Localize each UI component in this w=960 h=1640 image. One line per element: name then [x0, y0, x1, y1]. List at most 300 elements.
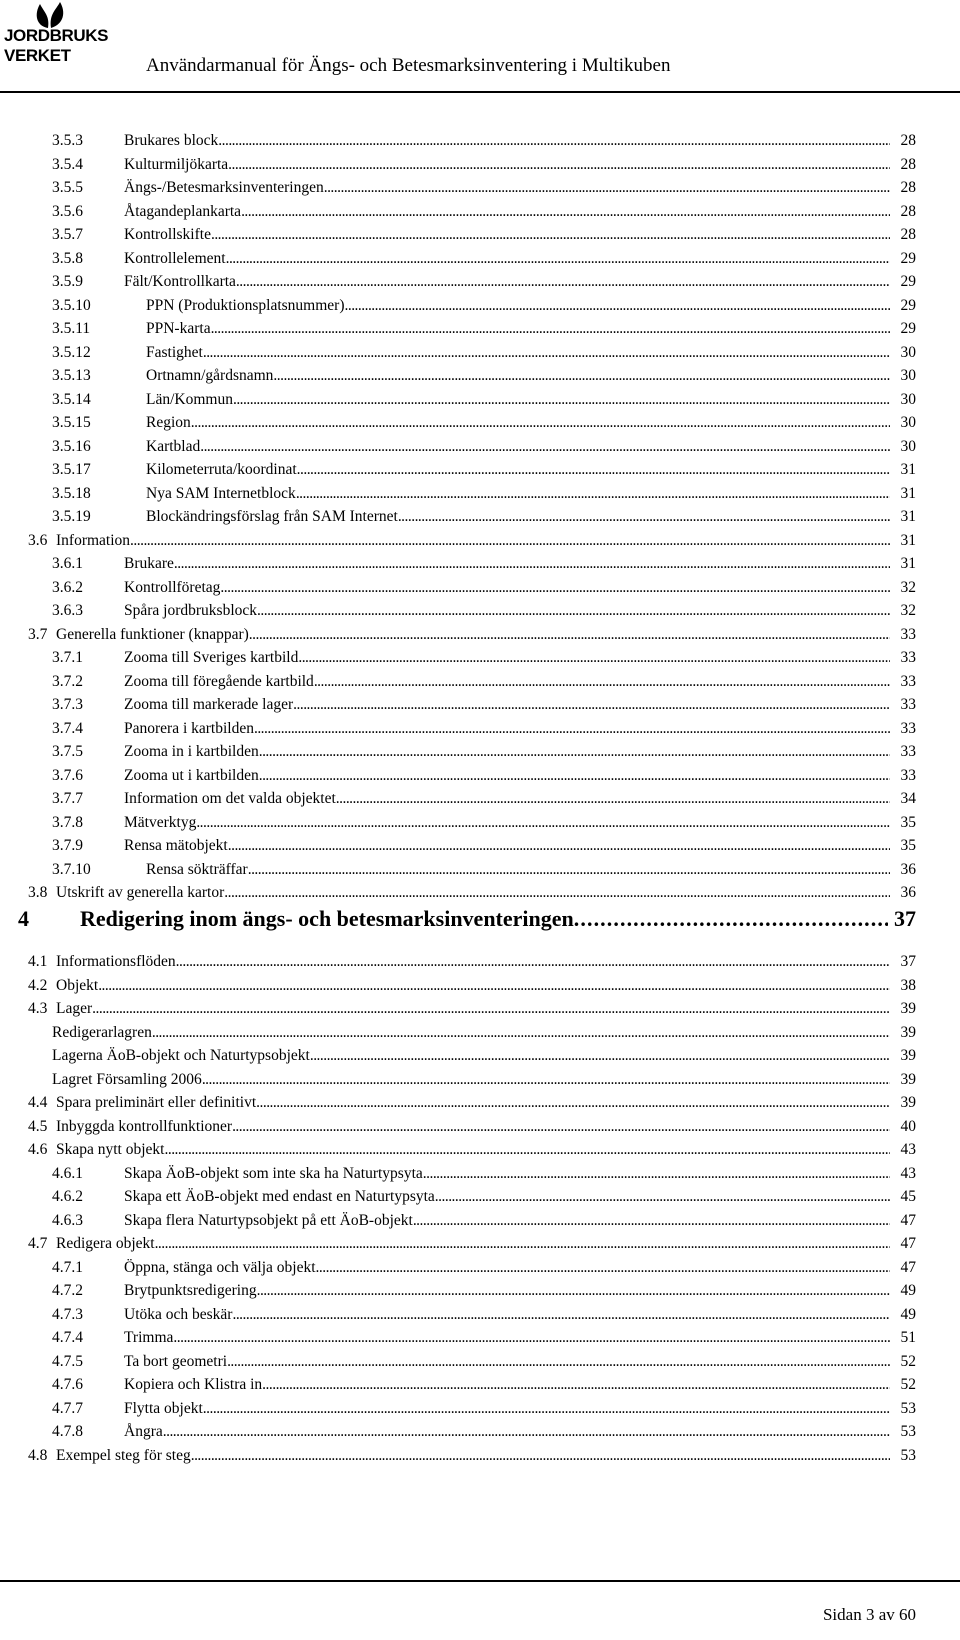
toc-entry-title-wrap: [146, 436, 890, 458]
toc-entry[interactable]: [0, 1116, 960, 1138]
toc-entry-title: Kilometerruta/koordinat: [146, 461, 297, 478]
toc-entry-page: 30: [900, 414, 916, 431]
toc-chapter-entry[interactable]: [0, 902, 960, 936]
leaf-icon: [34, 2, 66, 28]
toc-leader-dots: [293, 694, 890, 716]
toc-leader-dots: [233, 389, 890, 411]
toc-entry-page: 31: [900, 531, 916, 549]
toc-entry[interactable]: [0, 530, 960, 552]
toc-entry-title: Ångra: [124, 1423, 163, 1440]
toc-leader-dots: [98, 975, 890, 997]
toc-entry[interactable]: [0, 553, 960, 575]
toc-entry-page: 31: [900, 461, 916, 478]
toc-entry[interactable]: [0, 177, 960, 199]
toc-entry-title-wrap: [56, 951, 890, 973]
toc-entry-number: 3.5.12: [52, 343, 91, 361]
toc-entry-page: 35: [900, 837, 916, 854]
toc-entry-number: 3.5.18: [52, 484, 91, 502]
toc-entry-title-wrap: [56, 1445, 890, 1467]
toc-entry-number: 4.7.7: [52, 1399, 83, 1417]
toc-entry-title: Kontrollelement: [124, 249, 226, 267]
toc-entry-page: 29: [900, 320, 916, 337]
toc-entry[interactable]: [0, 718, 960, 740]
toc-leader-dots: [298, 647, 890, 669]
toc-entry-page: 53: [900, 1446, 916, 1464]
toc-entry[interactable]: [0, 342, 960, 364]
toc-entry[interactable]: [0, 248, 960, 270]
toc-entry-title: Lager: [56, 1000, 93, 1017]
toc-entry[interactable]: [0, 295, 960, 317]
toc-entry-page: 28: [900, 179, 916, 196]
toc-entry-title: Fält/Kontrollkarta: [124, 273, 236, 290]
toc-entry-number: 4.7: [28, 1235, 48, 1252]
toc-entry-title-wrap: [56, 1139, 890, 1161]
toc-entry-number: 3.7.5: [52, 743, 83, 760]
toc-entry-title: Mätverktyg: [124, 813, 197, 831]
toc-entry-title: Brukares block: [124, 132, 219, 149]
toc-entry[interactable]: [0, 1280, 960, 1302]
toc-leader-dots: [226, 248, 890, 270]
toc-entry-number: 3.5.8: [52, 249, 83, 267]
toc-entry[interactable]: [0, 1398, 960, 1420]
toc-leader-dots: [254, 718, 890, 740]
toc-entry-title: Kartblad: [146, 437, 201, 455]
toc-leader-dots: [232, 1116, 890, 1138]
toc-entry[interactable]: [0, 130, 960, 152]
toc-entry[interactable]: [0, 1045, 960, 1067]
toc-entry-title: Spåra jordbruksblock: [124, 602, 258, 619]
toc-entry-title-wrap: [124, 130, 890, 152]
toc-entry-number: 3.5.11: [52, 320, 91, 337]
toc-entry[interactable]: [0, 1233, 960, 1255]
toc-entry-title-wrap: [124, 788, 890, 810]
toc-entry-page: 47: [900, 1235, 916, 1252]
toc-entry[interactable]: [0, 624, 960, 646]
toc-entry-number: 4.6.2: [52, 1188, 83, 1205]
toc-entry[interactable]: [0, 365, 960, 387]
toc-entry-title: Zooma till markerade lager: [124, 696, 294, 713]
toc-entry[interactable]: [0, 154, 960, 176]
toc-entry[interactable]: [0, 600, 960, 622]
toc-entry-page: 39: [900, 1070, 916, 1088]
toc-entry-page: 31: [900, 508, 916, 525]
toc-entry[interactable]: [0, 975, 960, 997]
toc-entry-title-wrap: [146, 859, 890, 881]
toc-entry-title: Trimma: [124, 1329, 174, 1346]
toc-leader-dots: [203, 1398, 890, 1420]
toc-leader-dots: [413, 1210, 890, 1232]
toc-entry-number: 3.5.3: [52, 132, 83, 149]
toc-entry-number: 3.7.10: [52, 860, 91, 878]
page-header: [0, 0, 960, 94]
toc-entry-title-wrap: [124, 600, 890, 622]
toc-entry-title-wrap: [146, 318, 890, 340]
toc-leader-dots: [173, 1327, 890, 1349]
toc-entry-page: 36: [900, 884, 916, 901]
toc-entry-title-wrap: [146, 295, 890, 317]
toc-entry-page: 40: [900, 1117, 916, 1135]
toc-entry-title: PPN-karta: [146, 320, 211, 337]
toc-leader-dots: [165, 1139, 891, 1161]
toc-entry-number: 4.7.2: [52, 1282, 83, 1299]
toc-entry-page: 34: [900, 790, 916, 807]
toc-entry-title-wrap: [124, 1186, 890, 1208]
toc-leader-dots: [200, 436, 890, 458]
toc-leader-dots: [220, 577, 890, 599]
toc-entry-page: 36: [900, 860, 916, 878]
toc-entry-number: 3.7.2: [52, 672, 83, 690]
toc-entry-page: 51: [900, 1329, 916, 1346]
toc-entry-page: 30: [900, 390, 916, 408]
toc-entry-title-wrap: [124, 1398, 890, 1420]
toc-entry[interactable]: [0, 951, 960, 973]
toc-entry-title-wrap: [124, 1210, 890, 1232]
toc-entry-title-wrap: [124, 224, 890, 246]
toc-leader-dots: [228, 154, 890, 176]
toc-entry-page: 28: [900, 226, 916, 243]
toc-entry[interactable]: [0, 483, 960, 505]
toc-entry-number: 3.6.3: [52, 602, 83, 619]
toc-leader-dots: [191, 412, 890, 434]
toc-entry-title: Öppna, stänga och välja objekt: [124, 1258, 316, 1276]
toc-entry[interactable]: [0, 271, 960, 293]
toc-entry-page: 52: [900, 1376, 916, 1393]
toc-entry-title: Brytpunktsredigering: [124, 1282, 257, 1299]
footer-divider: [0, 1580, 960, 1582]
toc-entry-page: 39: [900, 1047, 916, 1064]
toc-entry[interactable]: [0, 1327, 960, 1349]
toc-entry-number: 4.1: [28, 953, 48, 970]
toc-leader-dots: [232, 1304, 890, 1326]
toc-entry[interactable]: [0, 1139, 960, 1161]
toc-entry-number: 4.6: [28, 1141, 48, 1158]
toc-entry-page: 49: [900, 1305, 916, 1323]
toc-entry-title-wrap: [124, 741, 890, 763]
toc-leader-dots: [155, 1233, 890, 1255]
toc-leader-dots: [196, 812, 890, 834]
toc-entry-number: 3.7.8: [52, 813, 83, 831]
toc-entry-title-wrap: [146, 459, 890, 481]
toc-entry-number: 4.7.3: [52, 1305, 83, 1323]
toc-entry-page: 32: [900, 578, 916, 596]
toc-entry-number: 4.7.1: [52, 1258, 83, 1276]
toc-entry-title-wrap: [146, 389, 890, 411]
toc-entry-page: 33: [900, 743, 916, 760]
logo-text-line1: JORDBRUKS: [4, 26, 109, 45]
toc-entry-title: Län/Kommun: [146, 390, 233, 408]
toc-entry-title: Generella funktioner (knappar): [56, 625, 249, 643]
toc-entry-title-wrap: [124, 248, 890, 270]
toc-entry-title: Kopiera och Klistra in: [124, 1376, 263, 1393]
document-title: Användarmanual för Ängs- och Betesmarksinventering i Multikuben: [146, 55, 671, 76]
toc-entry-number: 3.5.16: [52, 437, 91, 455]
toc-entry-title: Rensa mätobjekt: [124, 837, 228, 854]
toc-entry-title-wrap: [56, 975, 890, 997]
toc-entry-page: 28: [900, 132, 916, 149]
toc-leader-dots: [345, 295, 891, 317]
toc-leader-dots: [314, 671, 890, 693]
toc-entry-page: 47: [900, 1258, 916, 1276]
toc-entry-title: Exempel steg för steg: [56, 1446, 191, 1464]
toc-entry-title: Skapa flera Naturtypsobjekt på ett ÄoB-objekt: [124, 1211, 413, 1229]
toc-entry-page: 33: [900, 766, 916, 784]
toc-leader-dots: [259, 741, 890, 763]
toc-leader-dots: [297, 459, 890, 481]
toc-entry[interactable]: [0, 459, 960, 481]
toc-entry-number: 4.7.6: [52, 1376, 83, 1393]
toc-entry[interactable]: [0, 389, 960, 411]
toc-entry-number: 3.7.7: [52, 790, 83, 807]
toc-entry-title: Spara preliminärt eller definitivt: [56, 1094, 257, 1111]
toc-entry-title: Kulturmiljökarta: [124, 155, 229, 173]
toc-entry-title-wrap: [124, 177, 890, 199]
toc-entry[interactable]: [0, 647, 960, 669]
toc-entry[interactable]: [0, 412, 960, 434]
toc-leader-dots: [130, 530, 890, 552]
toc-entry-title-wrap: [124, 1304, 890, 1326]
toc-leader-dots: [248, 859, 890, 881]
toc-entry-page: 33: [900, 672, 916, 690]
toc-entry-title-wrap: [56, 624, 890, 646]
toc-leader-dots: [249, 624, 890, 646]
toc-entry[interactable]: [0, 1210, 960, 1232]
toc-entry-title: Åtagandeplankarta: [124, 202, 242, 220]
toc-entry-page: 32: [900, 602, 916, 619]
toc-entry-title: Ortnamn/gårdsnamn: [146, 367, 274, 384]
toc-leader-dots: [296, 483, 890, 505]
toc-leader-dots: [92, 998, 890, 1020]
toc-entry[interactable]: [0, 812, 960, 834]
toc-entry[interactable]: [0, 1022, 960, 1044]
toc-leader-dots: [203, 342, 890, 364]
toc-leader-dots: [257, 1280, 890, 1302]
toc-entry-number: 3.5.7: [52, 226, 83, 243]
toc-entry-page: 30: [900, 437, 916, 455]
toc-entry-number: 3.6: [28, 531, 48, 549]
toc-entry-page: 39: [900, 1094, 916, 1111]
toc-entry-page: 31: [900, 484, 916, 502]
toc-entry-title-wrap: [124, 1280, 890, 1302]
toc-entry-page: 43: [900, 1141, 916, 1158]
toc-leader-dots: [256, 1092, 890, 1114]
toc-entry-title-wrap: [146, 483, 890, 505]
toc-entry-number: 3.7.6: [52, 766, 83, 784]
toc-entry-number: 3.5.4: [52, 155, 83, 173]
toc-entry-title-wrap: [124, 835, 890, 857]
page-number: Sidan 3 av 60: [822, 1605, 916, 1624]
toc-entry-page: 53: [900, 1423, 916, 1440]
toc-entry-title: Panorera i kartbilden: [124, 719, 254, 737]
toc-entry-number: 4.2: [28, 976, 48, 994]
toc-entry-page: 33: [900, 625, 916, 643]
toc-leader-dots: [273, 365, 890, 387]
toc-chapter-title: Redigering inom ängs- och betesmarksinventeringen: [80, 906, 574, 931]
toc-entry-title-wrap: [124, 271, 890, 293]
toc-entry-page: 33: [900, 696, 916, 713]
toc-entry[interactable]: [0, 1445, 960, 1467]
toc-entry-title-wrap: [124, 1421, 890, 1443]
toc-entry-title: Kontrollskifte: [124, 226, 211, 243]
toc-entry-title-wrap: [146, 506, 890, 528]
toc-entry-number: 3.7.3: [52, 696, 83, 713]
toc-entry[interactable]: [0, 1186, 960, 1208]
toc-entry-title: Lagerna ÄoB-objekt och Naturtypsobjekt: [52, 1047, 310, 1064]
toc-entry-number: 3.5.5: [52, 179, 83, 196]
jordbruksverket-logo: [4, 2, 109, 72]
toc-entry-title-wrap: [52, 1022, 890, 1044]
toc-entry-number: 4.6.1: [52, 1164, 83, 1182]
toc-entry-title-wrap: [124, 765, 890, 787]
toc-entry-title: Objekt: [56, 976, 99, 994]
toc-entry-title: Ängs-/Betesmarksinventeringen: [124, 179, 324, 196]
toc-leader-dots: [324, 177, 890, 199]
toc-entry-title: Utöka och beskär: [124, 1305, 233, 1323]
toc-entry-title-wrap: [124, 1257, 890, 1279]
toc-entry[interactable]: [0, 671, 960, 693]
toc-entry-number: 4.7.5: [52, 1352, 83, 1370]
toc-entry-number: 3.5.9: [52, 273, 83, 290]
toc-entry-page: 30: [900, 343, 916, 361]
toc-entry-title: Utskrift av generella kartor: [56, 884, 225, 901]
toc-entry[interactable]: [0, 998, 960, 1020]
toc-chapter-title-wrap: [80, 902, 888, 936]
toc-leader-dots: [174, 553, 890, 575]
toc-entry-title-wrap: [124, 553, 890, 575]
toc-entry-title: Nya SAM Internetblock: [146, 484, 296, 502]
toc-entry-title: Ta bort geometri: [124, 1352, 228, 1370]
toc-entry[interactable]: [0, 1351, 960, 1373]
toc-entry-page: 49: [900, 1282, 916, 1299]
toc-entry-number: 3.5.19: [52, 508, 91, 525]
toc-entry-title-wrap: [56, 1116, 890, 1138]
toc-entry[interactable]: [0, 1092, 960, 1114]
toc-entry-page: 52: [900, 1352, 916, 1370]
toc-leader-dots: [218, 130, 890, 152]
toc-entry[interactable]: [0, 765, 960, 787]
toc-leader-dots: [211, 318, 890, 340]
toc-entry-title: Zooma till föregående kartbild: [124, 672, 314, 690]
toc-entry-page: 47: [900, 1211, 916, 1229]
toc-leader-dots: [224, 882, 890, 904]
toc-entry-title: Information om det valda objektet: [124, 790, 336, 807]
toc-chapter-number: 4: [18, 906, 29, 931]
toc-entry-title-wrap: [52, 1069, 890, 1091]
toc-entry[interactable]: [0, 1257, 960, 1279]
toc-entry-title-wrap: [124, 154, 890, 176]
toc-leader-dots: [574, 902, 888, 936]
toc-entry[interactable]: [0, 882, 960, 904]
logo-text-line2: VERKET: [4, 46, 71, 65]
toc-leader-dots: [202, 1069, 890, 1091]
toc-entry[interactable]: [0, 1304, 960, 1326]
toc-entry-title: Zooma till Sveriges kartbild: [124, 649, 299, 666]
toc-entry-title-wrap: [56, 530, 890, 552]
toc-leader-dots: [228, 835, 890, 857]
toc-entry-title: Brukare: [124, 555, 174, 572]
toc-entry-page: 28: [900, 155, 916, 173]
toc-entry-number: 3.5.15: [52, 414, 91, 431]
toc-entry-number: 4.7.8: [52, 1423, 83, 1440]
toc-entry-title: Flytta objekt: [124, 1399, 203, 1417]
toc-leader-dots: [227, 1351, 890, 1373]
toc-leader-dots: [316, 1257, 890, 1279]
toc-entry[interactable]: [0, 694, 960, 716]
toc-entry-title: Redigera objekt: [56, 1235, 155, 1252]
toc-entry-title: Kontrollföretag: [124, 578, 221, 596]
toc-entry-title-wrap: [146, 342, 890, 364]
toc-entry[interactable]: [0, 577, 960, 599]
toc-entry-page: 33: [900, 649, 916, 666]
toc-entry-title-wrap: [124, 718, 890, 740]
toc-entry-page: 28: [900, 202, 916, 220]
toc-entry-number: 4.6.3: [52, 1211, 83, 1229]
toc-entry[interactable]: [0, 1421, 960, 1443]
toc-entry-title-wrap: [56, 1233, 890, 1255]
toc-entry-page: 45: [900, 1188, 916, 1205]
toc-entry-title: Fastighet: [146, 343, 203, 361]
toc-entry[interactable]: [0, 859, 960, 881]
toc-entry-title: Skapa ett ÄoB-objekt med endast en Naturtypsyta: [124, 1188, 435, 1205]
toc-leader-dots: [152, 1022, 890, 1044]
toc-entry-page: 37: [900, 953, 916, 970]
toc-entry-number: 4.8: [28, 1446, 48, 1464]
toc-entry[interactable]: [0, 1163, 960, 1185]
toc-entry-number: 3.7.1: [52, 649, 83, 666]
toc-entry-number: 3.7.9: [52, 837, 83, 854]
toc-entry[interactable]: [0, 224, 960, 246]
toc-entry-page: 53: [900, 1399, 916, 1417]
toc-entry-number: 4.5: [28, 1117, 48, 1135]
toc-entry-title-wrap: [124, 694, 890, 716]
toc-entry-title-wrap: [146, 365, 890, 387]
toc-leader-dots: [398, 506, 890, 528]
toc-entry-title-wrap: [124, 1351, 890, 1373]
toc-entry-number: 3.6.2: [52, 578, 83, 596]
toc-entry[interactable]: [0, 318, 960, 340]
toc-entry[interactable]: [0, 506, 960, 528]
toc-entry[interactable]: [0, 436, 960, 458]
toc-entry-title: Skapa ÄoB-objekt som inte ska ha Naturtypsyta: [124, 1164, 423, 1182]
toc-entry[interactable]: [0, 788, 960, 810]
toc-entry-title-wrap: [124, 647, 890, 669]
toc-entry-number: 3.5.10: [52, 296, 91, 314]
toc-entry-title: Region: [146, 414, 191, 431]
toc-entry-title-wrap: [124, 1327, 890, 1349]
toc-entry-title: Blockändringsförslag från SAM Internet: [146, 508, 398, 525]
toc-entry-title-wrap: [56, 998, 890, 1020]
toc-entry-title: Lagret Församling 2006: [52, 1070, 202, 1088]
toc-leader-dots: [163, 1421, 890, 1443]
toc-entry-title: Informationsflöden: [56, 953, 176, 970]
toc-entry-title-wrap: [124, 201, 890, 223]
toc-entry-title-wrap: [56, 1092, 890, 1114]
toc-leader-dots: [241, 201, 890, 223]
toc-entry[interactable]: [0, 835, 960, 857]
toc-leader-dots: [236, 271, 890, 293]
toc-entry-page: 38: [900, 976, 916, 994]
toc-leader-dots: [423, 1163, 890, 1185]
toc-entry-page: 35: [900, 813, 916, 831]
toc-entry[interactable]: [0, 741, 960, 763]
toc-entry[interactable]: [0, 201, 960, 223]
toc-entry-title-wrap: [146, 412, 890, 434]
toc-leader-dots: [191, 1445, 890, 1467]
toc-entry[interactable]: [0, 1374, 960, 1396]
toc-entry-page: 30: [900, 367, 916, 384]
toc-entry-title: Zooma ut i kartbilden: [124, 766, 259, 784]
toc-entry-page: 33: [900, 719, 916, 737]
toc-entry[interactable]: [0, 1069, 960, 1091]
